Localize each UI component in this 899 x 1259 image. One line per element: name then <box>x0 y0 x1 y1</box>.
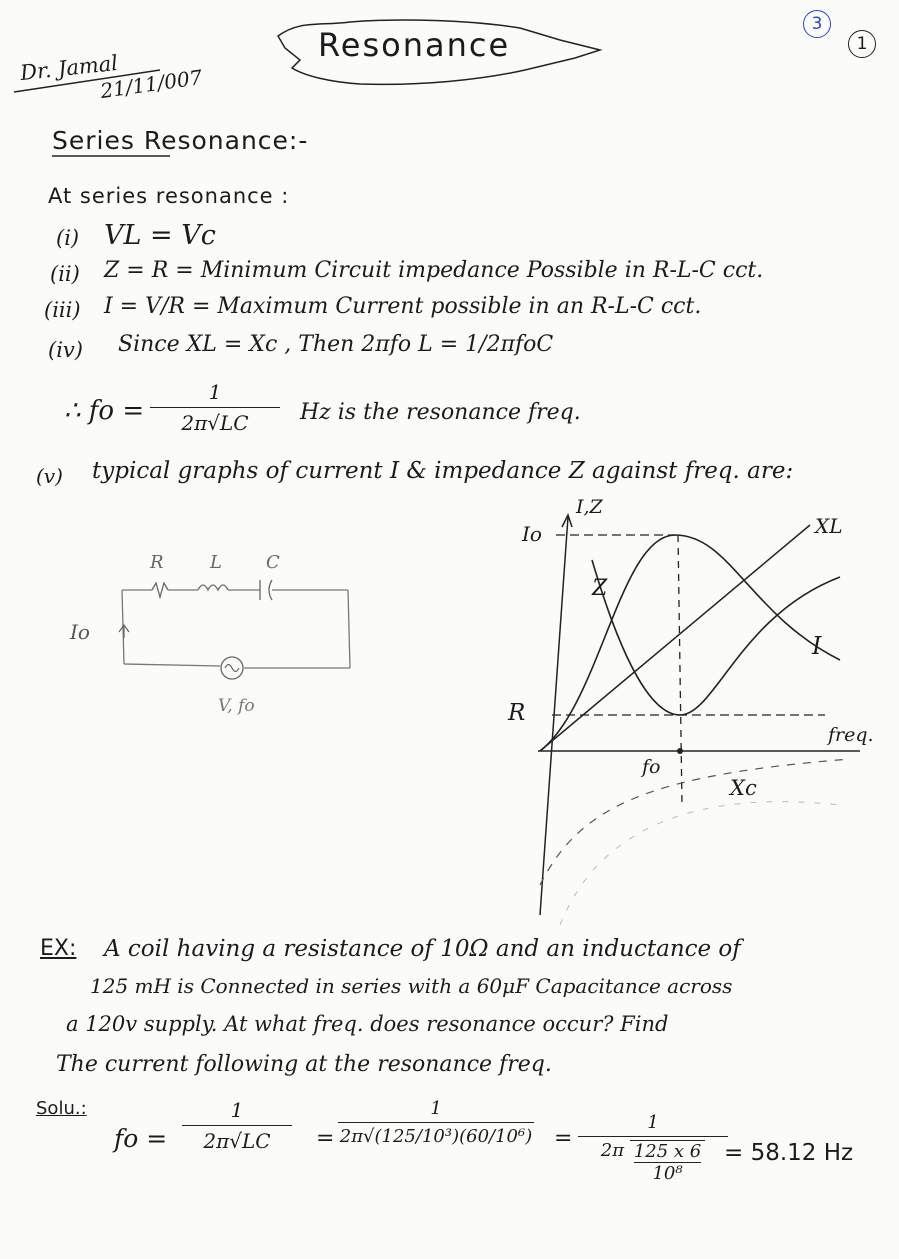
graph-r-label: R <box>508 700 526 726</box>
page-title: Resonance <box>318 26 511 64</box>
equals-sign: = <box>316 1126 335 1151</box>
xl-line <box>540 525 810 751</box>
xl-line-label: XL <box>815 514 843 538</box>
i-curve-label: I <box>812 632 822 660</box>
example-line: A coil having a resistance of 10Ω and an inductance of <box>104 936 741 962</box>
circuit-bottom-wire <box>124 664 350 668</box>
resistor-label: R <box>150 552 164 573</box>
z-curve-label: Z <box>592 576 608 601</box>
sheet-number: 3 <box>811 14 823 34</box>
item-text: Z = R = Minimum Circuit impedance Possible in R-L-C cct. <box>104 258 764 283</box>
graph-y-axis <box>540 517 568 915</box>
example-label: EX: <box>40 936 77 961</box>
graphs-intro-text: typical graphs of current I & impedance Z against freq. are: <box>92 458 794 484</box>
resonance-fraction <box>150 380 280 435</box>
circuit-right-wire <box>348 590 350 668</box>
page-number: 1 <box>856 34 868 54</box>
io-label: Io <box>522 522 542 546</box>
inductor-symbol <box>198 585 228 590</box>
fraction-denominator: 2π√LC <box>203 1129 271 1153</box>
fraction-numerator: 1 <box>208 380 222 404</box>
fraction-bar <box>578 1136 728 1137</box>
item-number: (iii) <box>44 298 81 322</box>
fraction-bar <box>338 1122 534 1123</box>
radicand-bottom: 10⁸ <box>652 1163 683 1184</box>
ac-source-wave <box>225 665 239 672</box>
therefore-suffix: Hz is the resonance freq. <box>300 400 581 425</box>
author-signature: Dr. Jamal <box>19 50 120 86</box>
fraction-denominator <box>578 1140 728 1184</box>
solution-fraction-3 <box>578 1112 728 1184</box>
source-label: V, fo <box>218 696 255 716</box>
sqrt-radicand <box>630 1140 705 1184</box>
example-line: a 120v supply. At what freq. does resonance occur? Find <box>66 1012 669 1036</box>
fraction-denominator: 2π√LC <box>181 411 249 435</box>
example-line: The current following at the resonance freq. <box>56 1052 552 1077</box>
current-label: Io <box>70 620 90 644</box>
rlc-circuit-diagram <box>110 568 370 708</box>
item-text: VL = Vc <box>104 220 216 251</box>
x-axis-label: freq. <box>828 724 874 746</box>
fraction-denominator: 2π√(125/10³)(60/10⁶) <box>339 1126 533 1147</box>
faint-sketch <box>560 802 840 925</box>
intro-text: At series resonance : <box>48 184 290 208</box>
heading-underline <box>0 0 899 200</box>
solution-label: Solu.: <box>36 1098 87 1119</box>
two-pi-prefix: 2π <box>600 1140 625 1161</box>
section-heading: Series Resonance:- <box>52 126 309 155</box>
fraction-numerator: 1 <box>230 1098 244 1122</box>
radicand-top: 125 x 6 <box>633 1141 702 1162</box>
item-number: (v) <box>36 464 63 488</box>
solution-result: = 58.12 Hz <box>724 1140 854 1166</box>
xc-curve <box>540 759 850 885</box>
fo-marker <box>677 748 683 754</box>
fo-label: fo <box>642 756 661 778</box>
date-text: 21/11/007 <box>98 64 204 104</box>
solution-lhs: fo = <box>114 1124 168 1153</box>
solution-fraction-2 <box>338 1098 534 1147</box>
fraction-bar <box>182 1125 292 1126</box>
therefore-prefix: ∴ fo = <box>64 396 145 426</box>
capacitor-symbol <box>260 580 272 600</box>
current-arrow-icon <box>119 625 129 638</box>
item-number: (ii) <box>50 262 80 286</box>
item-text: Since XL = Xc , Then 2πfo L = 1/2πfoC <box>118 332 554 357</box>
y-axis-label: I,Z <box>576 496 603 518</box>
fo-vertical-line <box>678 535 682 805</box>
equals-sign: = <box>554 1126 573 1151</box>
xc-curve-label: Xc <box>730 776 757 800</box>
item-text: I = V/R = Maximum Current possible in an R-L-C cct. <box>104 294 702 319</box>
example-line: 125 mH is Connected in series with a 60μF Capacitance across <box>90 974 733 998</box>
fraction-numerator: 1 <box>647 1112 659 1133</box>
inductor-label: L <box>210 552 222 573</box>
item-number: (iv) <box>48 338 83 362</box>
fraction-numerator: 1 <box>430 1098 442 1119</box>
solution-fraction-1 <box>182 1098 292 1153</box>
item-number: (i) <box>56 226 80 250</box>
resistor-symbol <box>152 583 168 597</box>
current-curve <box>540 535 840 751</box>
capacitor-label: C <box>266 552 280 573</box>
resonance-graph <box>520 505 880 925</box>
fraction-bar <box>150 407 280 408</box>
